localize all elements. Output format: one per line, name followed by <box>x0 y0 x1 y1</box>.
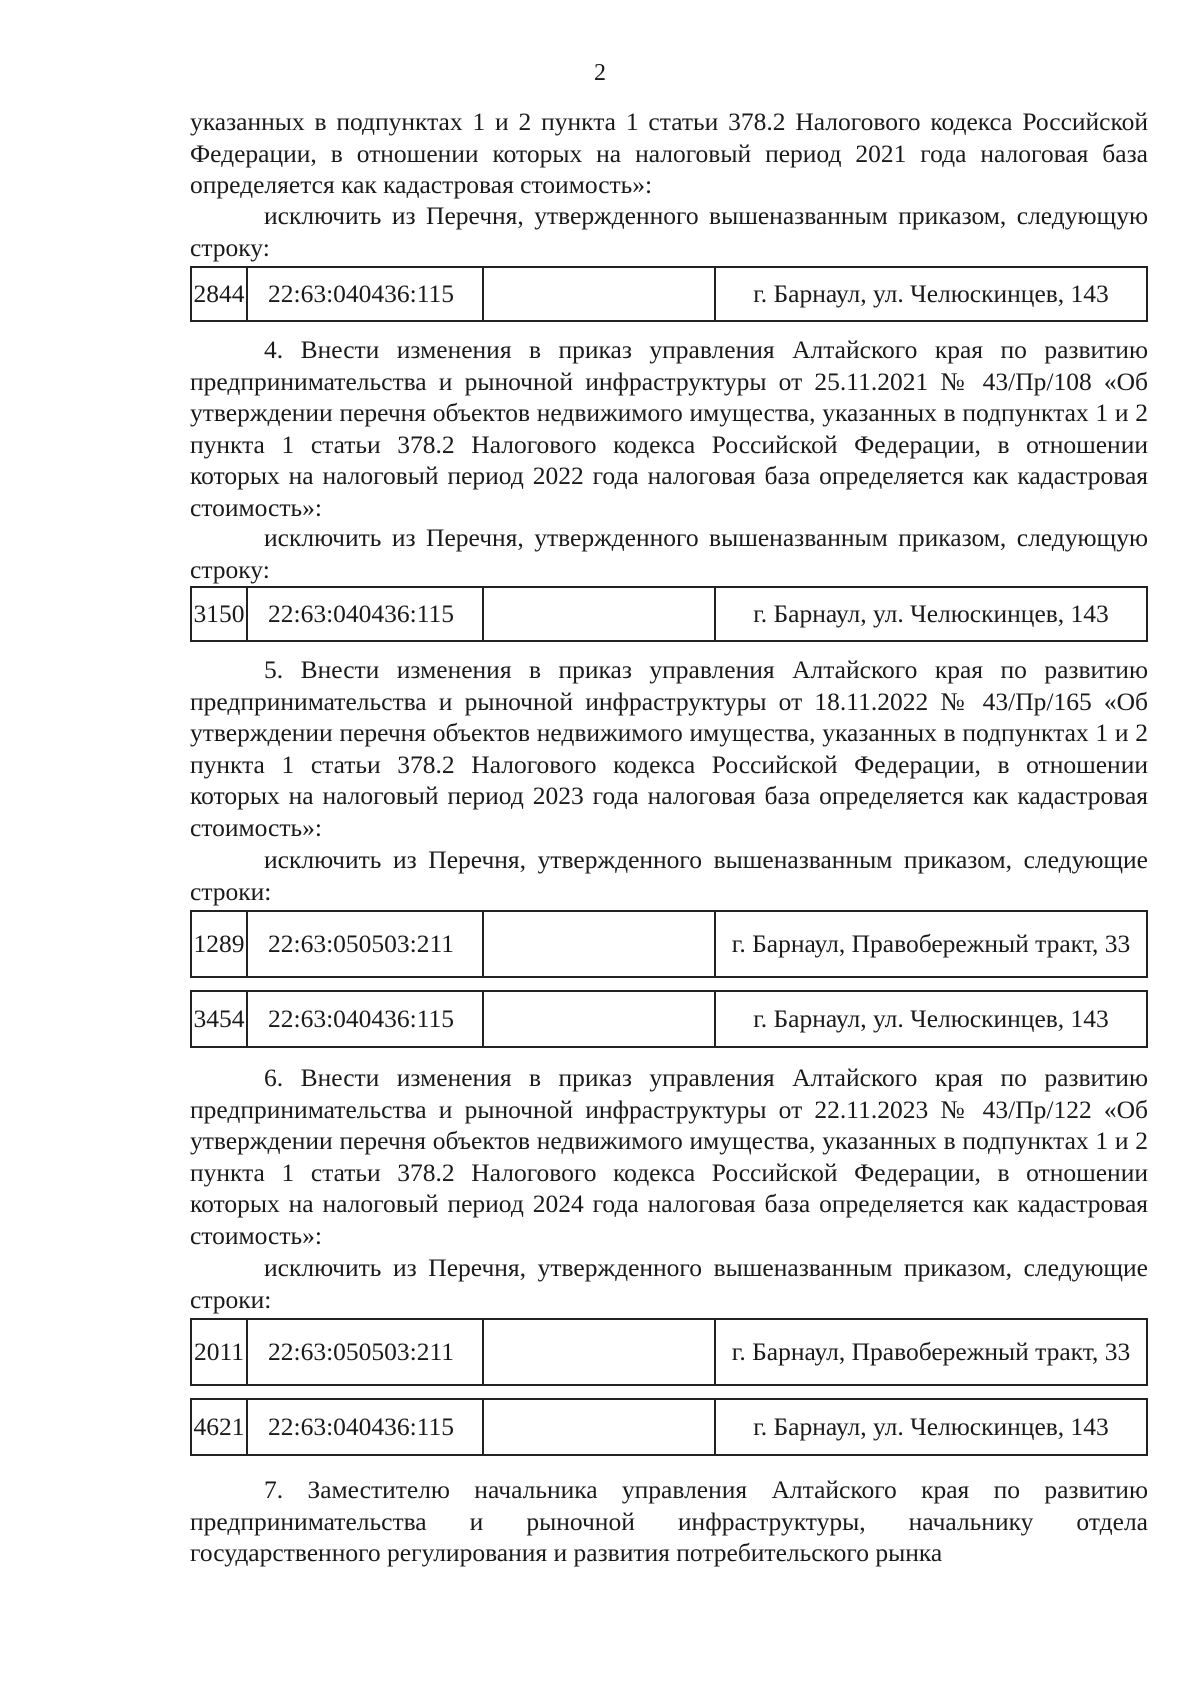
paragraph-item-5: 5. Внести изменения в приказ управления Алтайского края по развитию предпринимательства и рыночной инфраструктуры от 18.11.2022 № 43/Пр/165 «Об утверждении перечня объектов недвижимого имущества, указанных в подпунктах 1 и 2 пункта 1 статьи 378.2 Налогового кодекса Российской Федерации, в отношении которых на налоговый период 2023 года налоговая база определяется как кадастровая стоимость»: <box>190 655 1148 842</box>
object-address: г. Барнаул, ул. Челюскинцев, 143 <box>753 1412 1109 1441</box>
paragraph-item-7: 7. Заместителю начальника управления Алтайского края по развитию предпринимательства и рыночной инфраструктуры, начальнику отдела государственного регулирования и развития потребительского рынка <box>190 1475 1148 1567</box>
cadastral-number: 22:63:050503:211 <box>248 1320 484 1384</box>
object-address: г. Барнаул, ул. Челюскинцев, 143 <box>753 279 1109 308</box>
table-row <box>190 990 1148 1048</box>
cadastral-number: 22:63:050503:211 <box>248 912 484 976</box>
row-number: 2844 <box>192 268 248 320</box>
empty-cell <box>484 1400 716 1454</box>
paragraph-exclude-2023: исключить из Перечня, утвержденного вышеназванным приказом, следующие строки: <box>190 845 1148 906</box>
object-address: г. Барнаул, Правобережный тракт, 33 <box>731 929 1131 958</box>
paragraph-item-6: 6. Внести изменения в приказ управления Алтайского края по развитию предпринимательства и рыночной инфраструктуры от 22.11.2023 № 43/Пр/122 «Об утверждении перечня объектов недвижимого имущества, указанных в подпунктах 1 и 2 пункта 1 статьи 378.2 Налогового кодекса Российской Федерации, в отношении которых на налоговый период 2024 года налоговая база определяется как кадастровая стоимость»: <box>190 1063 1148 1250</box>
row-number: 1289 <box>192 912 248 976</box>
paragraph-exclude-2024: исключить из Перечня, утвержденного вышеназванным приказом, следующие строки: <box>190 1253 1148 1314</box>
table-row <box>190 586 1148 642</box>
cadastral-number: 22:63:040436:115 <box>248 588 484 640</box>
table-row <box>190 1398 1148 1456</box>
paragraph-exclude-2022: исключить из Перечня, утвержденного вышеназванным приказом, следующую строку: <box>190 523 1148 584</box>
row-number: 3150 <box>192 588 248 640</box>
row-number: 3454 <box>192 992 248 1046</box>
empty-cell <box>484 268 716 320</box>
empty-cell <box>484 588 716 640</box>
empty-cell <box>484 992 716 1046</box>
page-number: 2 <box>594 60 606 86</box>
table-row <box>190 266 1148 322</box>
empty-cell <box>484 1320 716 1384</box>
table-row <box>190 1318 1148 1386</box>
empty-cell <box>484 912 716 976</box>
object-address: г. Барнаул, ул. Челюскинцев, 143 <box>753 1004 1109 1033</box>
object-address: г. Барнаул, ул. Челюскинцев, 143 <box>753 599 1109 628</box>
cadastral-number: 22:63:040436:115 <box>248 268 484 320</box>
row-number: 2011 <box>192 1320 248 1384</box>
row-number: 4621 <box>192 1400 248 1454</box>
cadastral-number: 22:63:040436:115 <box>248 1400 484 1454</box>
paragraph-intro-continuation: указанных в подпунктах 1 и 2 пункта 1 статьи 378.2 Налогового кодекса Российской Федерации, в отношении которых на налоговый период 2021 года налоговая база определяется как кадастровая стоимость»: <box>190 107 1148 199</box>
cadastral-number: 22:63:040436:115 <box>248 992 484 1046</box>
table-row <box>190 910 1148 978</box>
paragraph-item-4: 4. Внести изменения в приказ управления Алтайского края по развитию предпринимательства и рыночной инфраструктуры от 25.11.2021 № 43/Пр/108 «Об утверждении перечня объектов недвижимого имущества, указанных в подпунктах 1 и 2 пункта 1 статьи 378.2 Налогового кодекса Российской Федерации, в отношении которых на налоговый период 2022 года налоговая база определяется как кадастровая стоимость»: <box>190 335 1148 522</box>
object-address: г. Барнаул, Правобережный тракт, 33 <box>731 1337 1131 1366</box>
paragraph-exclude-2021: исключить из Перечня, утвержденного вышеназванным приказом, следующую строку: <box>190 201 1148 262</box>
